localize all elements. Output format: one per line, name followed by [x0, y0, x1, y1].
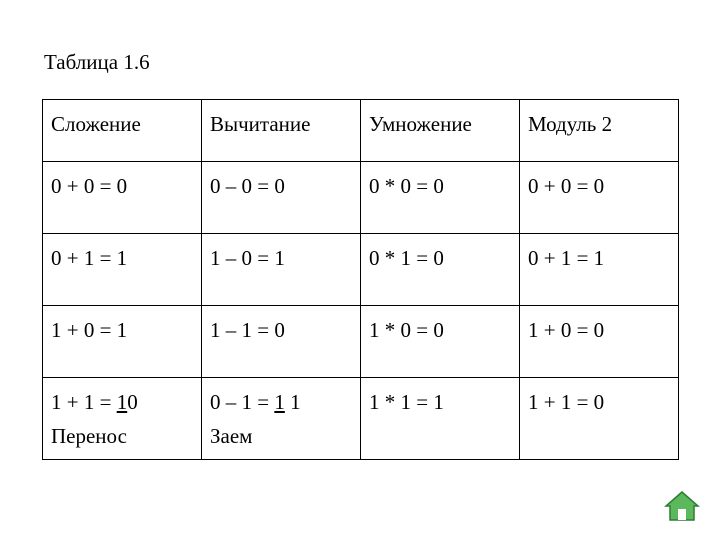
table-row [43, 378, 679, 460]
table-cell: 0 + 1 = 1 [43, 234, 202, 306]
table-cell: 0 + 0 = 0 [43, 162, 202, 234]
equation-suffix: 0 [127, 390, 138, 414]
table-cell: 1 * 0 = 0 [361, 306, 520, 378]
table-cell: 0 + 1 = 1 [520, 234, 679, 306]
table-cell: 1 – 1 = 0 [202, 306, 361, 378]
equation-prefix: 0 – 1 = [210, 390, 275, 414]
operations-table [42, 99, 679, 460]
carry-digit: 1 [116, 390, 128, 414]
table-row [43, 306, 679, 378]
home-icon[interactable] [664, 490, 700, 522]
table-cell: 0 + 0 = 0 [520, 162, 679, 234]
borrow-note: Заем [210, 423, 253, 448]
table-cell: 1 + 0 = 0 [520, 306, 679, 378]
header-cell: Умножение [361, 100, 520, 162]
equation [51, 386, 193, 420]
table-header-row [43, 100, 679, 162]
table-row [43, 162, 679, 234]
table-cell: 1 – 0 = 1 [202, 234, 361, 306]
header-cell: Сложение [43, 100, 202, 162]
table-cell: 0 – 0 = 0 [202, 162, 361, 234]
table-cell: 1 + 0 = 1 [43, 306, 202, 378]
table-cell: 1 + 1 = 0 [520, 378, 679, 460]
equation [210, 386, 352, 420]
table-cell: 0 * 1 = 0 [361, 234, 520, 306]
table-cell-addition-carry [43, 378, 202, 460]
borrow-digit: 1 [274, 390, 285, 414]
carry-note: Перенос [51, 423, 127, 448]
table-caption: Таблица 1.6 [44, 50, 150, 74]
header-cell: Модуль 2 [520, 100, 679, 162]
table-cell: 0 * 0 = 0 [361, 162, 520, 234]
equation-prefix: 1 + 1 = [51, 390, 117, 414]
header-cell: Вычитание [202, 100, 361, 162]
table-cell-subtraction-borrow [202, 378, 361, 460]
table-cell: 1 * 1 = 1 [361, 378, 520, 460]
equation-suffix: 1 [284, 390, 301, 414]
table-row [43, 234, 679, 306]
